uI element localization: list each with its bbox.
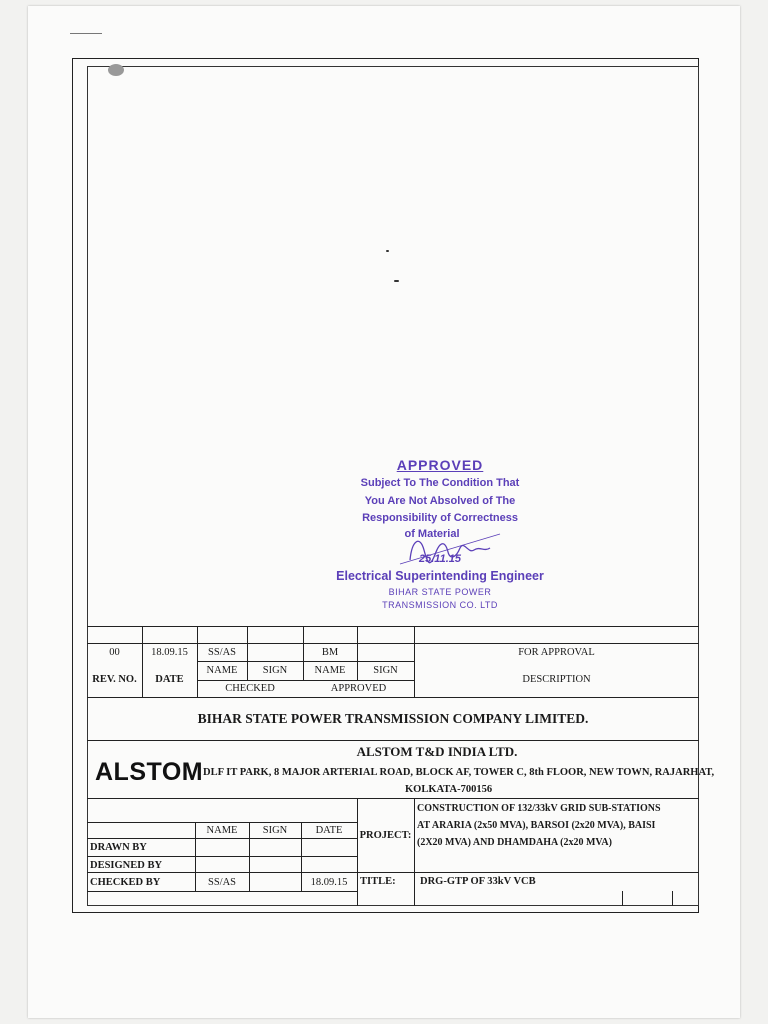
contractor-name: ALSTOM T&D INDIA LTD.	[356, 744, 518, 759]
contractor-address-line2: KOLKATA-700156	[405, 783, 493, 795]
signoff-sign-header: SIGN	[262, 824, 288, 836]
revision-description-value: FOR APPROVAL	[518, 647, 595, 658]
checked-name-value: SS/AS	[207, 647, 237, 658]
rev-date-value: 18.09.15	[151, 647, 188, 658]
sign-label: SIGN	[373, 665, 398, 676]
approved-name-value: BM	[321, 647, 339, 658]
stamp-org-line1: BIHAR STATE POWER	[388, 587, 492, 597]
speck	[394, 280, 399, 282]
description-label: DESCRIPTION	[522, 673, 591, 685]
stamp-condition-line: Subject To The Condition That	[360, 477, 520, 489]
rev-no-label: REV. NO.	[92, 673, 137, 685]
project-line1: CONSTRUCTION OF 132/33kV GRID SUB-STATIONS	[417, 803, 661, 814]
signoff-date-header: DATE	[315, 824, 343, 836]
approved-label: APPROVED	[330, 683, 387, 694]
checked-by-date: 18.09.15	[310, 877, 348, 888]
contractor-address-line1: DLF IT PARK, 8 MAJOR ARTERIAL ROAD, BLOCK AF, TOWER C, 8th FLOOR, NEW TOWN, RAJARHAT,	[203, 766, 715, 778]
punch-hole	[108, 64, 124, 76]
stamp-condition-line: You Are Not Absolved of The	[364, 495, 516, 507]
stamp-condition-line: of Material	[404, 528, 460, 540]
date-label: DATE	[155, 673, 184, 685]
checked-by-name: SS/AS	[208, 877, 237, 888]
sign-label: SIGN	[262, 665, 288, 676]
project-label: PROJECT:	[359, 829, 412, 841]
signoff-name-header: NAME	[206, 824, 238, 836]
checked-by-label: CHECKED BY	[90, 877, 161, 888]
stamp-condition-line: Responsibility of Correctness	[362, 512, 518, 524]
approval-stamp	[330, 455, 550, 625]
drawing-title: DRG-GTP OF 33kV VCB	[420, 876, 536, 887]
pencil-mark	[70, 33, 102, 34]
title-label: TITLE:	[360, 876, 396, 887]
checked-label: CHECKED	[225, 683, 275, 694]
stamp-org-line2: TRANSMISSION CO. LTD	[382, 600, 498, 610]
signature-date: 25.11.15	[418, 553, 461, 565]
project-line3: (2X20 MVA) AND DHAMDAHA (2x20 MVA)	[417, 837, 612, 848]
project-line2: AT ARARIA (2x50 MVA), BARSOI (2x20 MVA), BAISI	[417, 820, 656, 831]
client-name: BIHAR STATE POWER TRANSMISSION COMPANY LIMITED.	[197, 710, 589, 726]
alstom-logo: ALSTOM	[95, 757, 204, 786]
stamp-title: APPROVED	[396, 457, 484, 473]
stamp-engineer: Electrical Superintending Engineer	[336, 569, 544, 583]
designed-by-label: DESIGNED BY	[90, 860, 163, 871]
name-label: NAME	[314, 665, 346, 676]
drawn-by-label: DRAWN BY	[90, 841, 147, 853]
rev-no-value: 00	[109, 647, 120, 658]
speck	[386, 250, 389, 252]
name-label: NAME	[206, 665, 238, 676]
